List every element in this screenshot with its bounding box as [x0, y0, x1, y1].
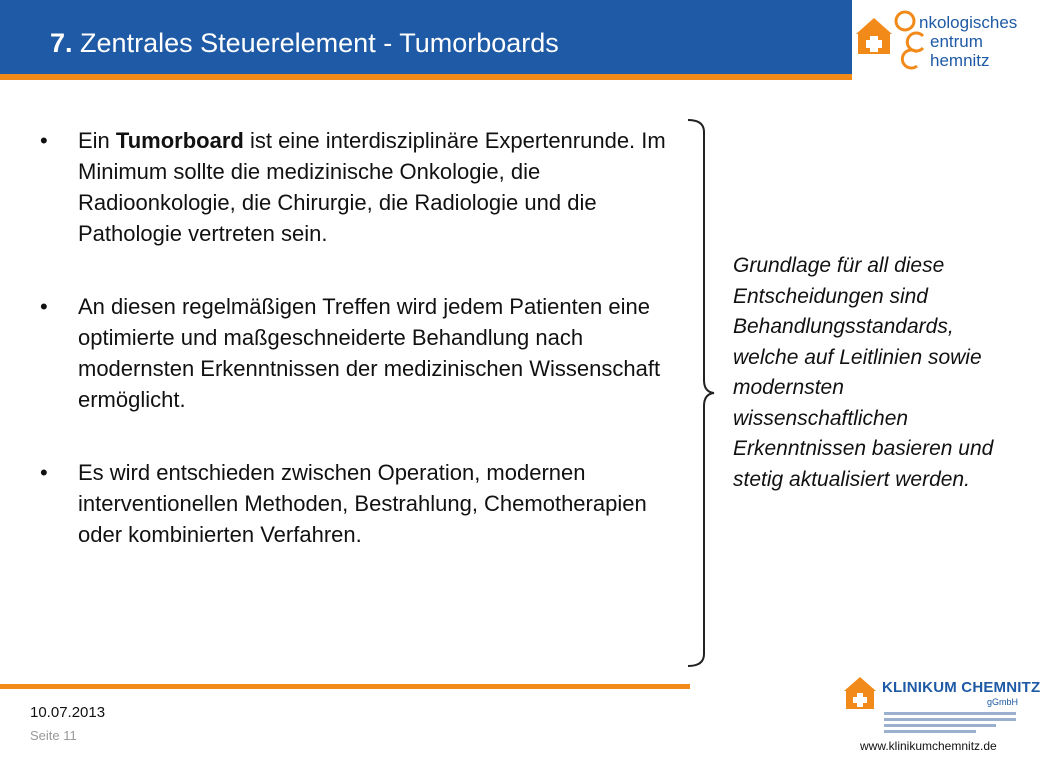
footer-date: 10.07.2013 — [30, 704, 106, 721]
bullet-dot: • — [40, 128, 48, 153]
footer-url: www.klinikumchemnitz.de — [860, 739, 997, 753]
bullet-item: • Es wird entschieden zwischen Operation, modernen interventionellen Methoden, Bestrahlung, Chemotherapien oder kombinierten Verfahren. — [40, 457, 680, 550]
logo-line-1: nkologisches — [919, 13, 1018, 32]
slide-title-number: 7. — [50, 28, 73, 58]
klinikum-fine-print — [884, 712, 1016, 736]
slide-title — [50, 26, 559, 60]
klinikum-logo-name: KLINIKUM CHEMNITZ — [882, 679, 1040, 696]
cross-logo-icon — [854, 16, 894, 56]
curly-bracket-icon — [686, 118, 716, 668]
bullet-dot: • — [40, 460, 48, 485]
logo-line-3: hemnitz — [930, 51, 990, 70]
page-number: Seite 11 — [30, 728, 77, 743]
logo-line-2: entrum — [930, 32, 983, 51]
bold-term: Tumorboard — [115, 128, 244, 153]
header-accent-line — [0, 74, 852, 80]
bullet-item: • Ein Tumorboard ist eine interdisziplinäre Expertenrunde. Im Minimum sollte die medizinische Onkologie, die Radioonkologie, die Chirurgie, die Radiologie und die Pathologie vertreten sein. — [40, 125, 680, 249]
footer-accent-line — [0, 684, 690, 689]
bullet-item: • An diesen regelmäßigen Treffen wird jedem Patienten eine optimierte und maßgeschneiderte Behandlung nach modernsten Erkenntnissen der medizinischen Wissenschaft ermöglicht. — [40, 291, 680, 415]
klinikum-logo-suffix: gGmbH — [987, 697, 1019, 707]
bullet-list — [40, 125, 680, 550]
bullet-dot: • — [40, 294, 48, 319]
side-note: Grundlage für all diese Entscheidungen sind Behandlungsstandards, welche auf Leitlinien sowie modernsten wissenschaftlichen Erkenntnissen basieren und stetig aktualisiert werden. — [733, 254, 994, 491]
slide-title-text: Zentrales Steuerelement - Tumorboards — [80, 28, 559, 58]
klinikum-cross-icon — [843, 676, 877, 710]
